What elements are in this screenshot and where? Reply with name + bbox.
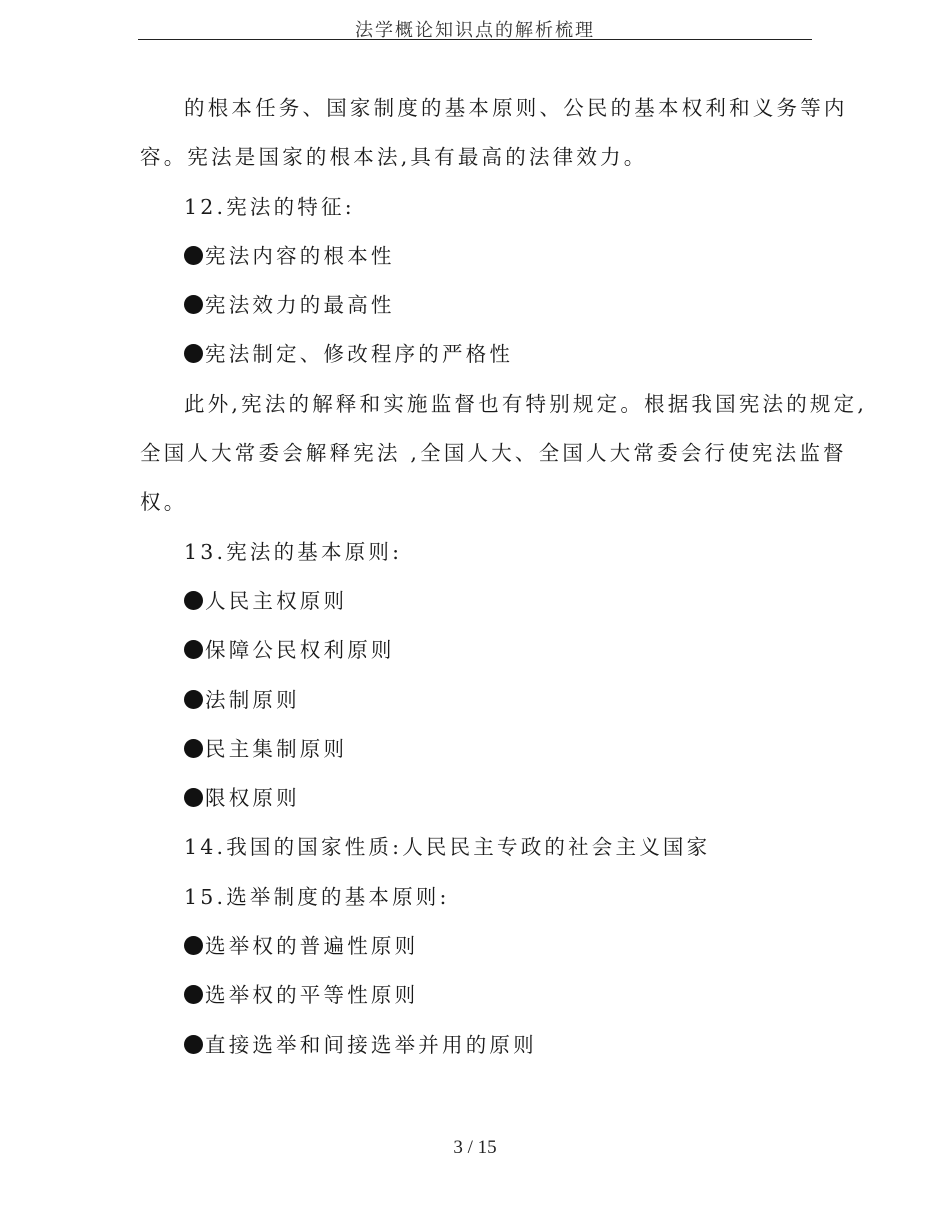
bullet-text: 限权原则 (205, 786, 300, 811)
paragraph-line: 全国人大常委会解释宪法 ,全国人大、全国人大常委会行使宪法监督 (140, 441, 847, 466)
bullet-text: 选举权的普遍性原则 (205, 934, 419, 959)
header-divider (138, 39, 812, 40)
bullet-text: 民主集制原则 (205, 736, 348, 761)
bullet-dot-icon (184, 739, 203, 758)
bullet-item (140, 577, 830, 626)
bullet-item (140, 1021, 830, 1070)
bullet-item (140, 971, 830, 1020)
bullet-item (140, 281, 830, 330)
paragraph-line: 此外,宪法的解释和实施监督也有特别规定。根据我国宪法的规定, (184, 391, 868, 416)
bullet-text: 保障公民权利原则 (205, 638, 395, 663)
bullet-dot-icon (184, 591, 203, 610)
paragraph-line: 容。宪法是国家的根本法,具有最高的法律效力。 (140, 145, 648, 170)
section-heading-12: 12.宪法的特征: (184, 194, 355, 219)
bullet-text: 宪法效力的最高性 (205, 293, 395, 318)
bullet-item (140, 676, 830, 725)
bullet-item (140, 626, 830, 675)
bullet-dot-icon (184, 246, 203, 265)
bullet-dot-icon (184, 985, 203, 1004)
bullet-dot-icon (184, 1035, 203, 1054)
bullet-item (140, 725, 830, 774)
bullet-dot-icon (184, 690, 203, 709)
bullet-item (140, 330, 830, 379)
paragraph-line: 的根本任务、国家制度的基本原则、公民的基本权利和义务等内 (184, 96, 848, 120)
bullet-item (140, 232, 830, 281)
document-header-title (0, 12, 950, 38)
bullet-text: 宪法制定、修改程序的严格性 (205, 342, 514, 367)
header-title-text: 法学概论知识点的解析梳理 (355, 20, 595, 38)
bullet-item (140, 922, 830, 971)
bullet-text: 法制原则 (205, 687, 300, 712)
paragraph-line: 权。 (140, 490, 188, 515)
bullet-dot-icon (184, 295, 203, 314)
bullet-dot-icon (184, 640, 203, 659)
bullet-text: 选举权的平等性原则 (205, 983, 419, 1008)
bullet-text: 宪法内容的根本性 (205, 243, 395, 268)
section-heading-14: 14.我国的国家性质:人民民主专政的社会主义国家 (184, 835, 711, 860)
bullet-item (140, 774, 830, 823)
section-heading-15: 15.选举制度的基本原则: (184, 884, 450, 909)
page-number: 3 / 15 (453, 1137, 497, 1158)
bullet-dot-icon (184, 936, 203, 955)
section-heading-13: 13.宪法的基本原则: (184, 539, 403, 564)
document-body (140, 84, 868, 1070)
bullet-dot-icon (184, 788, 203, 807)
bullet-text: 人民主权原则 (205, 588, 348, 613)
bullet-dot-icon (184, 344, 203, 363)
bullet-text: 直接选举和间接选举并用的原则 (205, 1032, 537, 1057)
